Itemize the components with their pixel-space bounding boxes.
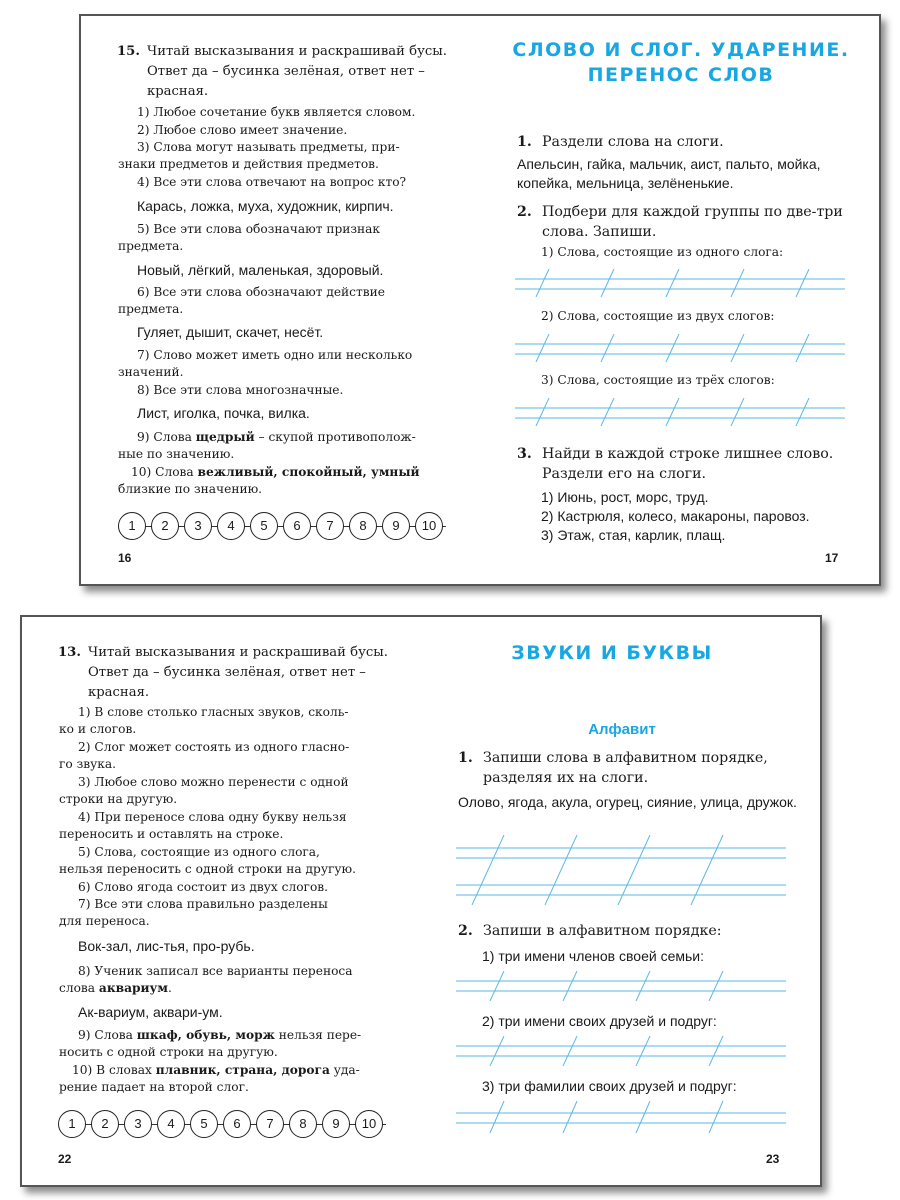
section-subtitle: Алфавит	[588, 721, 656, 738]
statement-5a: 5) Слова, состоящие из одного слога,	[78, 845, 320, 859]
statement-6a: 6) Все эти слова обозначают действие	[137, 285, 385, 299]
statement-9b: ные по значению.	[118, 447, 235, 461]
bead-8[interactable]: 8	[289, 1110, 317, 1138]
task-1-words: Оловo, ягода, акула, огурец, сияние, улица, дружок.	[458, 794, 797, 810]
bead-6[interactable]: 6	[223, 1110, 251, 1138]
task-3-item-3: 3) Этаж, стая, карлик, плащ.	[541, 527, 726, 543]
words-8: Лист, иголка, почка, вилка.	[137, 405, 310, 421]
statement-3a: 3) Слова могут называть предметы, при-	[137, 140, 400, 154]
writing-lines-2-3[interactable]	[456, 1101, 786, 1133]
page-number: 16	[118, 551, 132, 565]
statement-7a: 7) Слово может иметь одно или несколько	[137, 348, 413, 362]
statement-7b: значений.	[118, 365, 184, 379]
bead-9[interactable]: 9	[382, 512, 410, 540]
task-2-item-1: 1) три имени членов своей семьи:	[482, 948, 704, 964]
bead-7[interactable]: 7	[256, 1110, 284, 1138]
page-number: 17	[825, 551, 839, 565]
writing-lines-task1[interactable]	[456, 835, 786, 905]
task-2-item-1: 1) Слова, состоящие из одного слога:	[541, 245, 784, 259]
statement-5a: 5) Все эти слова обозначают признак	[137, 222, 381, 236]
writing-lines-1[interactable]	[515, 269, 845, 297]
words-5: Новый, лёгкий, маленькая, здоровый.	[137, 262, 384, 278]
task-2-item-2: 2) три имени своих друзей и подруг:	[482, 1013, 717, 1029]
page-17	[481, 16, 879, 584]
bead-chain-13	[58, 1110, 386, 1140]
task-text: Запиши в алфавитном порядке:	[483, 923, 722, 939]
bead-3[interactable]: 3	[124, 1110, 152, 1138]
task-3-item-2: 2) Кастрюля, колесо, макароны, паровоз.	[541, 508, 810, 524]
bead-10[interactable]: 10	[415, 512, 443, 540]
statement-4b: переносить и оставлять на строке.	[59, 827, 284, 841]
task-number: 1.	[517, 134, 532, 150]
words-4: Карась, ложка, муха, художник, кирпич.	[137, 198, 394, 214]
bead-9[interactable]: 9	[322, 1110, 350, 1138]
statement-10b: рение падает на второй слог.	[59, 1080, 249, 1094]
statement-9a: 9) Слова щедрый – скупой противополож-	[137, 430, 416, 444]
words-8: Ак-вариум, аквари-ум.	[78, 1004, 223, 1020]
bead-5[interactable]: 5	[190, 1110, 218, 1138]
bead-2[interactable]: 2	[151, 512, 179, 540]
statement-3a: 3) Любое слово можно перенести с одной	[78, 775, 349, 789]
statement-2a: 2) Слог может состоять из одного гласно-	[78, 740, 350, 754]
task-2-item-2: 2) Слова, состоящие из двух слогов:	[541, 309, 775, 323]
task-text: Найди в каждой строке лишнее слово. Раздели его на слоги.	[542, 446, 834, 482]
statement-6: 6) Слово ягода состоит из двух слогов.	[78, 880, 329, 894]
statement-6b: предмета.	[118, 302, 184, 316]
task-2-item-3: 3) три фамилии своих друзей и подруг:	[482, 1078, 737, 1094]
statement-10b: близкие по значению.	[118, 482, 263, 496]
task-text: Запиши слова в алфавитном порядке, разделяя их на слоги.	[483, 750, 768, 786]
task-number: 2.	[517, 204, 532, 220]
exercise-15-heading	[117, 42, 457, 102]
exercise-number: 13.	[58, 645, 81, 660]
statement-9b: носить с одной строки на другую.	[59, 1045, 278, 1059]
task-2-heading	[517, 202, 847, 242]
task-3-heading	[517, 444, 852, 484]
statement-1a: 1) В слове столько гласных звуков, сколь-	[78, 705, 349, 719]
statement-4a: 4) При переносе слова одну букву нельзя	[78, 810, 347, 824]
task-text: Подбери для каждой группы по две-три слова. Запиши.	[542, 204, 843, 240]
bead-7[interactable]: 7	[316, 512, 344, 540]
page-16	[81, 16, 481, 584]
bead-5[interactable]: 5	[250, 512, 278, 540]
statement-3b: строки на другую.	[59, 792, 178, 806]
bead-4[interactable]: 4	[217, 512, 245, 540]
statement-8a: 8) Ученик записал все варианты переноса	[78, 964, 353, 978]
page-22	[22, 617, 422, 1185]
bead-4[interactable]: 4	[157, 1110, 185, 1138]
words-6: Гуляет, дышит, скачет, несёт.	[137, 324, 324, 340]
page-number: 22	[58, 1152, 72, 1166]
section-title	[501, 38, 861, 88]
statement-8: 8) Все эти слова многозначные.	[137, 383, 344, 397]
exercise-text: Читай высказывания и раскрашивай бусы. Ответ да – бусинка зелёная, ответ нет – красная.	[88, 645, 388, 700]
statement-1: 1) Любое сочетание букв является словом.	[137, 105, 416, 119]
bead-1[interactable]: 1	[118, 512, 146, 540]
exercise-13-heading	[58, 643, 398, 703]
title-line-2: ПЕРЕНОС СЛОВ	[587, 64, 775, 86]
statement-5b: предмета.	[118, 239, 184, 253]
statement-10a: 10) Слова вежливый, спокойный, умный	[131, 465, 420, 479]
writing-lines-2-2[interactable]	[456, 1036, 786, 1066]
task-3-item-1: 1) Июнь, рост, морс, труд.	[541, 489, 709, 505]
bead-6[interactable]: 6	[283, 512, 311, 540]
statement-2: 2) Любое слово имеет значение.	[137, 123, 348, 137]
bead-1[interactable]: 1	[58, 1110, 86, 1138]
bead-2[interactable]: 2	[91, 1110, 119, 1138]
writing-lines-3[interactable]	[515, 398, 845, 426]
task-2-item-3: 3) Слова, состоящие из трёх слогов:	[541, 373, 775, 387]
page-23	[422, 617, 820, 1185]
bead-8[interactable]: 8	[349, 512, 377, 540]
task-number: 1.	[458, 750, 473, 766]
section-title: ЗВУКИ И БУКВЫ	[511, 642, 713, 664]
task-text: Раздели слова на слоги.	[542, 134, 724, 150]
writing-lines-2-1[interactable]	[456, 971, 786, 1001]
statement-4: 4) Все эти слова отвечают на вопрос кто?	[137, 175, 407, 189]
statement-9a: 9) Слова шкаф, обувь, морж нельзя пере-	[78, 1028, 362, 1042]
task-2-heading	[458, 921, 793, 941]
task-number: 3.	[517, 446, 532, 462]
task-1-heading	[517, 132, 847, 152]
statement-5b: нельзя переносить с одной строки на другую.	[59, 862, 357, 876]
bead-chain-15	[118, 512, 446, 542]
book-spread-top	[79, 14, 881, 586]
statement-8b: слова аквариум.	[59, 981, 172, 995]
task-number: 2.	[458, 923, 473, 939]
statement-10a: 10) В словах плавник, страна, дорога уда-	[72, 1063, 360, 1077]
bead-3[interactable]: 3	[184, 512, 212, 540]
exercise-number: 15.	[117, 44, 140, 59]
page-number: 23	[766, 1152, 780, 1166]
statement-3b: знаки предметов и действия предметов.	[118, 157, 379, 171]
task-1-heading	[458, 748, 793, 788]
title-line-1: СЛОВО И СЛОГ. УДАРЕНИЕ.	[512, 39, 850, 61]
task-1-words: Апельсин, гайка, мальчик, аист, пальто, мойка, копейка, мельница, зелёненькие.	[517, 156, 821, 191]
statement-1b: ко и слогов.	[59, 722, 137, 736]
statement-2b: го звука.	[59, 757, 117, 771]
statement-7b: для переноса.	[59, 914, 150, 928]
words-7: Вок-зал, лис-тья, про-рубь.	[78, 938, 255, 954]
exercise-text: Читай высказывания и раскрашивай бусы. Ответ да – бусинка зелёная, ответ нет – красная.	[147, 44, 447, 99]
statement-7a: 7) Все эти слова правильно разделены	[78, 897, 328, 911]
bead-10[interactable]: 10	[355, 1110, 383, 1138]
book-spread-bottom	[20, 615, 822, 1187]
writing-lines-2[interactable]	[515, 334, 845, 362]
